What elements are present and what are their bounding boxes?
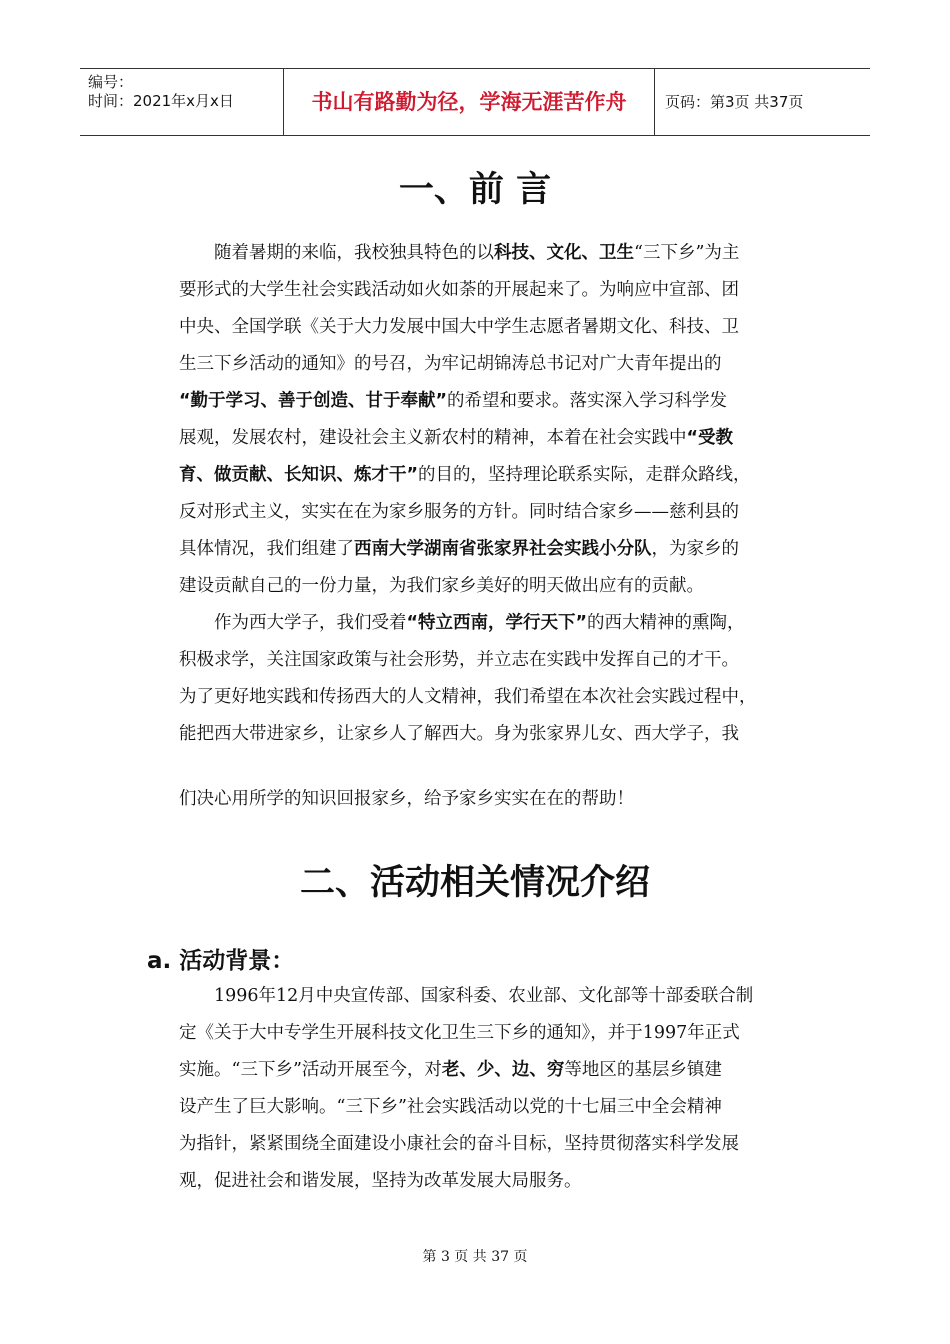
text-line: 定《关于大中专学生开展科技文化卫生三下乡的通知》，并于1997年正式	[179, 1023, 740, 1043]
section1-title: 一、前 言	[398, 170, 552, 210]
text-line: 能把西大带进家乡，让家乡人了解西大。身为张家界儿女、西大学子，我	[179, 724, 739, 744]
text-line: 为指针，紧紧围绕全面建设小康社会的奋斗目标，坚持贯彻落实科学发展	[179, 1134, 739, 1154]
text-line: 设产生了巨大影响。“三下乡”社会实践活动以党的十七届三中全会精神	[179, 1097, 722, 1117]
text-line: 反对形式主义，实实在在为家乡服务的方针。同时结合家乡——慈利县的	[179, 502, 739, 522]
text-line: 随着暑期的来临，我校独具特色的以科技、文化、卫生“三下乡”为主	[214, 243, 740, 263]
text-line: 要形式的大学生社会实践活动如火如荼的开展起来了。为响应中宣部、团	[179, 280, 739, 300]
text-line: “勤于学习、善于创造、甘于奉献”的希望和要求。落实深入学习科学发	[179, 391, 728, 411]
number-label: 编号：	[88, 73, 134, 91]
section1-body	[179, 235, 819, 818]
section2-title: 二、活动相关情况介绍	[299, 863, 650, 903]
text-line: 积极求学，关注国家政策与社会形势，并立志在实践中发挥自己的才干。	[179, 650, 739, 670]
page-footer: 第 3 页 共 37 页	[422, 1249, 528, 1265]
text-line: 育、做贡献、长知识、炼才干”的目的，坚持理论联系实际，走群众路线，	[179, 465, 751, 485]
header-motto: 书山有路勤为径，学海无涯苦作舟	[283, 69, 655, 135]
text-line: 具体情况，我们组建了西南大学湖南省张家界社会实践小分队，为家乡的	[179, 539, 739, 559]
text-line: 1996年12月中央宣传部、国家科委、农业部、文化部等十部委联合制	[214, 986, 754, 1006]
text-line: 为了更好地实践和传扬西大的人文精神，我们希望在本次社会实践过程中，	[179, 687, 757, 707]
section2-subtitle: a. 活动背景：	[147, 948, 295, 974]
header-page-code: 页码：第3页 共37页	[665, 93, 804, 111]
time-label: 时间：2021年x月x日	[88, 92, 234, 110]
text-line: 生三下乡活动的通知》的号召，为牢记胡锦涛总书记对广大青年提出的	[179, 354, 722, 374]
text-line: 实施。“三下乡”活动开展至今，对老、少、边、穷等地区的基层乡镇建	[179, 1060, 722, 1080]
text-line: 建设贡献自己的一份力量，为我们家乡美好的明天做出应有的贡献。	[179, 576, 704, 596]
header-meta	[80, 69, 283, 135]
section2-body	[179, 978, 819, 1200]
text-line: 展观，发展农村，建设社会主义新农村的精神，本着在社会实践中“受教	[179, 428, 734, 448]
text-line: 观，促进社会和谐发展，坚持为改革发展大局服务。	[179, 1171, 582, 1191]
text-line: 们决心用所学的知识回报家乡，给予家乡实实在在的帮助！	[179, 789, 634, 809]
text-line: 作为西大学子，我们受着“特立西南，学行天下”的西大精神的熏陶，	[214, 613, 745, 633]
header-table	[80, 68, 870, 136]
text-line: 中央、全国学联《关于大力发展中国大中学生志愿者暑期文化、科技、卫	[179, 317, 739, 337]
